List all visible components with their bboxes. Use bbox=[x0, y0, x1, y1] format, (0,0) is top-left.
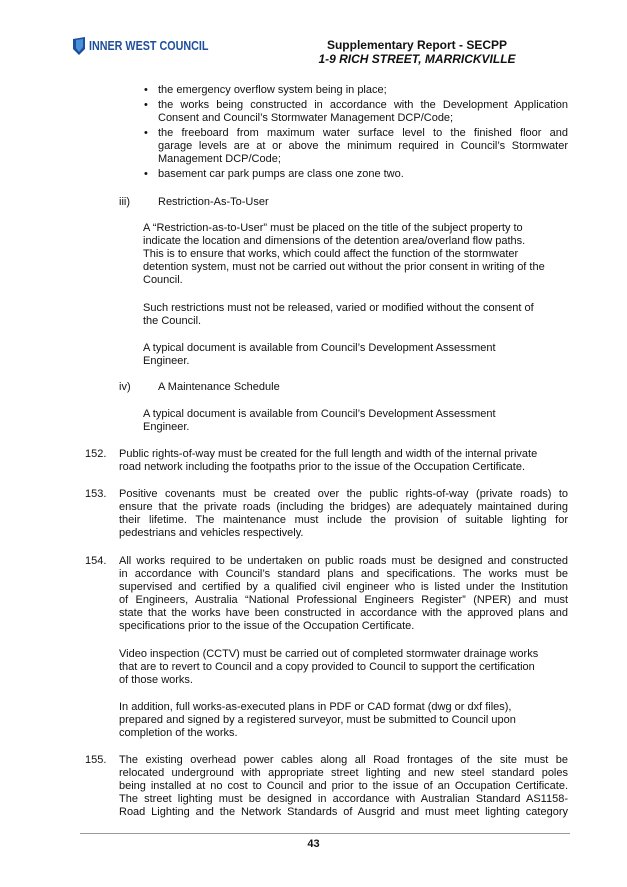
bullet-item-text: the works being constructed in accordance with the Development Application bbox=[158, 99, 568, 111]
item-number: iv) bbox=[119, 381, 131, 393]
condition-number: 153. bbox=[85, 488, 107, 500]
page-header bbox=[0, 0, 627, 80]
bullet-item-text: basement car park pumps are class one zone two. bbox=[158, 168, 404, 180]
item-paragraph: A typical document is available from Council’s Development Assessment bbox=[143, 408, 496, 420]
condition-number: 152. bbox=[85, 448, 107, 460]
condition-text: The existing overhead power cables along all Road frontages of the site must be bbox=[119, 754, 568, 766]
condition-text: relocated underground with appropriate street lighting and new steel standard poles bbox=[119, 767, 568, 779]
condition-text: Positive covenants must be created over the public rights-of-way (private roads) to bbox=[119, 488, 568, 500]
item-number: iii) bbox=[119, 196, 130, 208]
condition-paragraph: Video inspection (CCTV) must be carried out of completed stormwater drainage works bbox=[119, 648, 539, 660]
condition-paragraph: prepared and signed by a registered surveyor, must be submitted to Council upon bbox=[119, 714, 516, 726]
condition-text: supervised and certified by a qualified civil engineer who is listed under the Institution bbox=[119, 581, 568, 593]
item-paragraph: A “Restriction-as-to-User” must be placed on the title of the subject property to bbox=[143, 222, 523, 234]
item-paragraph: Council. bbox=[143, 274, 183, 286]
condition-text: of Engineers, Australia “National Professional Engineers Register” (NPER) and must bbox=[119, 594, 568, 606]
report-title bbox=[267, 38, 567, 66]
condition-text: their lifetime. The maintenance must include the provision of suitable lighting for bbox=[119, 514, 568, 526]
bullet-item-text: Consent and Council’s Stormwater Management DCP/Code; bbox=[158, 112, 454, 124]
item-paragraph: the Council. bbox=[143, 315, 202, 327]
item-paragraph: This is to ensure that works, which could affect the function of the stormwater bbox=[143, 248, 519, 260]
report-title-line1: Supplementary Report - SECPP bbox=[326, 38, 508, 52]
item-paragraph: A typical document is available from Council’s Development Assessment bbox=[143, 342, 496, 354]
condition-paragraph: that are to revert to Council and a copy provided to Council to support the certification bbox=[119, 661, 535, 673]
item-paragraph: detention system, must not be carried out without the prior consent in writing of the bbox=[143, 261, 545, 273]
bullet-marker: • bbox=[144, 99, 148, 111]
bullet-marker: • bbox=[144, 127, 148, 139]
condition-text: specifications prior to the issue of the Occupation Certificate. bbox=[119, 620, 415, 632]
condition-paragraph: completion of the works. bbox=[119, 727, 238, 739]
condition-number: 154. bbox=[85, 555, 107, 567]
condition-text: Public rights-of-way must be created for the full length and width of the internal private bbox=[119, 448, 538, 460]
report-title-line2: 1-9 RICH STREET, MARRICKVILLE bbox=[318, 52, 516, 66]
condition-text: state that the works have been constructed in accordance with the approved plans and bbox=[119, 607, 568, 619]
bullet-marker: • bbox=[144, 84, 148, 96]
condition-text: The street lighting must be designed in accordance with Australian Standard AS1158- bbox=[119, 793, 568, 805]
council-logo-text: INNER WEST COUNCIL bbox=[89, 39, 209, 53]
page-number: 43 bbox=[307, 838, 320, 850]
condition-paragraph: In addition, full works-as-executed plans in PDF or CAD format (dwg or dxf files), bbox=[119, 701, 512, 713]
condition-text: All works required to be undertaken on public roads must be designed and constructed bbox=[119, 555, 568, 567]
bullet-item-text: the emergency overflow system being in place; bbox=[158, 84, 387, 96]
item-paragraph: Engineer. bbox=[143, 355, 190, 367]
condition-text: road network including the footpaths prior to the issue of the Occupation Certificate. bbox=[119, 461, 526, 473]
condition-text: pedestrians and vehicles respectively. bbox=[119, 527, 304, 539]
condition-text: being installed at no cost to Council and prior to the issue of an Occupation Certificate. bbox=[119, 780, 568, 792]
council-logo-icon bbox=[72, 37, 86, 55]
bullet-item-text: the freeboard from maximum water surface level to the finished floor and bbox=[158, 127, 568, 139]
bullet-marker: • bbox=[144, 168, 148, 180]
item-paragraph: indicate the location and dimensions of the detention area/overland flow paths. bbox=[143, 235, 526, 247]
item-paragraph: Engineer. bbox=[143, 421, 190, 433]
council-logo bbox=[72, 36, 228, 56]
item-title: Restriction-As-To-User bbox=[158, 196, 269, 208]
item-paragraph: Such restrictions must not be released, varied or modified without the consent of bbox=[143, 302, 534, 314]
footer-divider bbox=[80, 833, 570, 834]
bullet-item-text: Management DCP/Code; bbox=[158, 153, 281, 165]
condition-text: in accordance with Council’s standard plans and specifications. The works must be bbox=[119, 568, 568, 580]
condition-number: 155. bbox=[85, 754, 107, 766]
item-title: A Maintenance Schedule bbox=[158, 381, 280, 393]
bullet-item-text: garage levels are at or above the minimum required in Council’s Stormwater bbox=[158, 140, 568, 152]
condition-text: ensure that the private roads (including the bridges) are adequately maintained during bbox=[119, 501, 568, 513]
condition-text: Road Lighting and the Network Standards of Ausgrid and must meet lighting category bbox=[119, 806, 568, 818]
condition-paragraph: of those works. bbox=[119, 674, 193, 686]
